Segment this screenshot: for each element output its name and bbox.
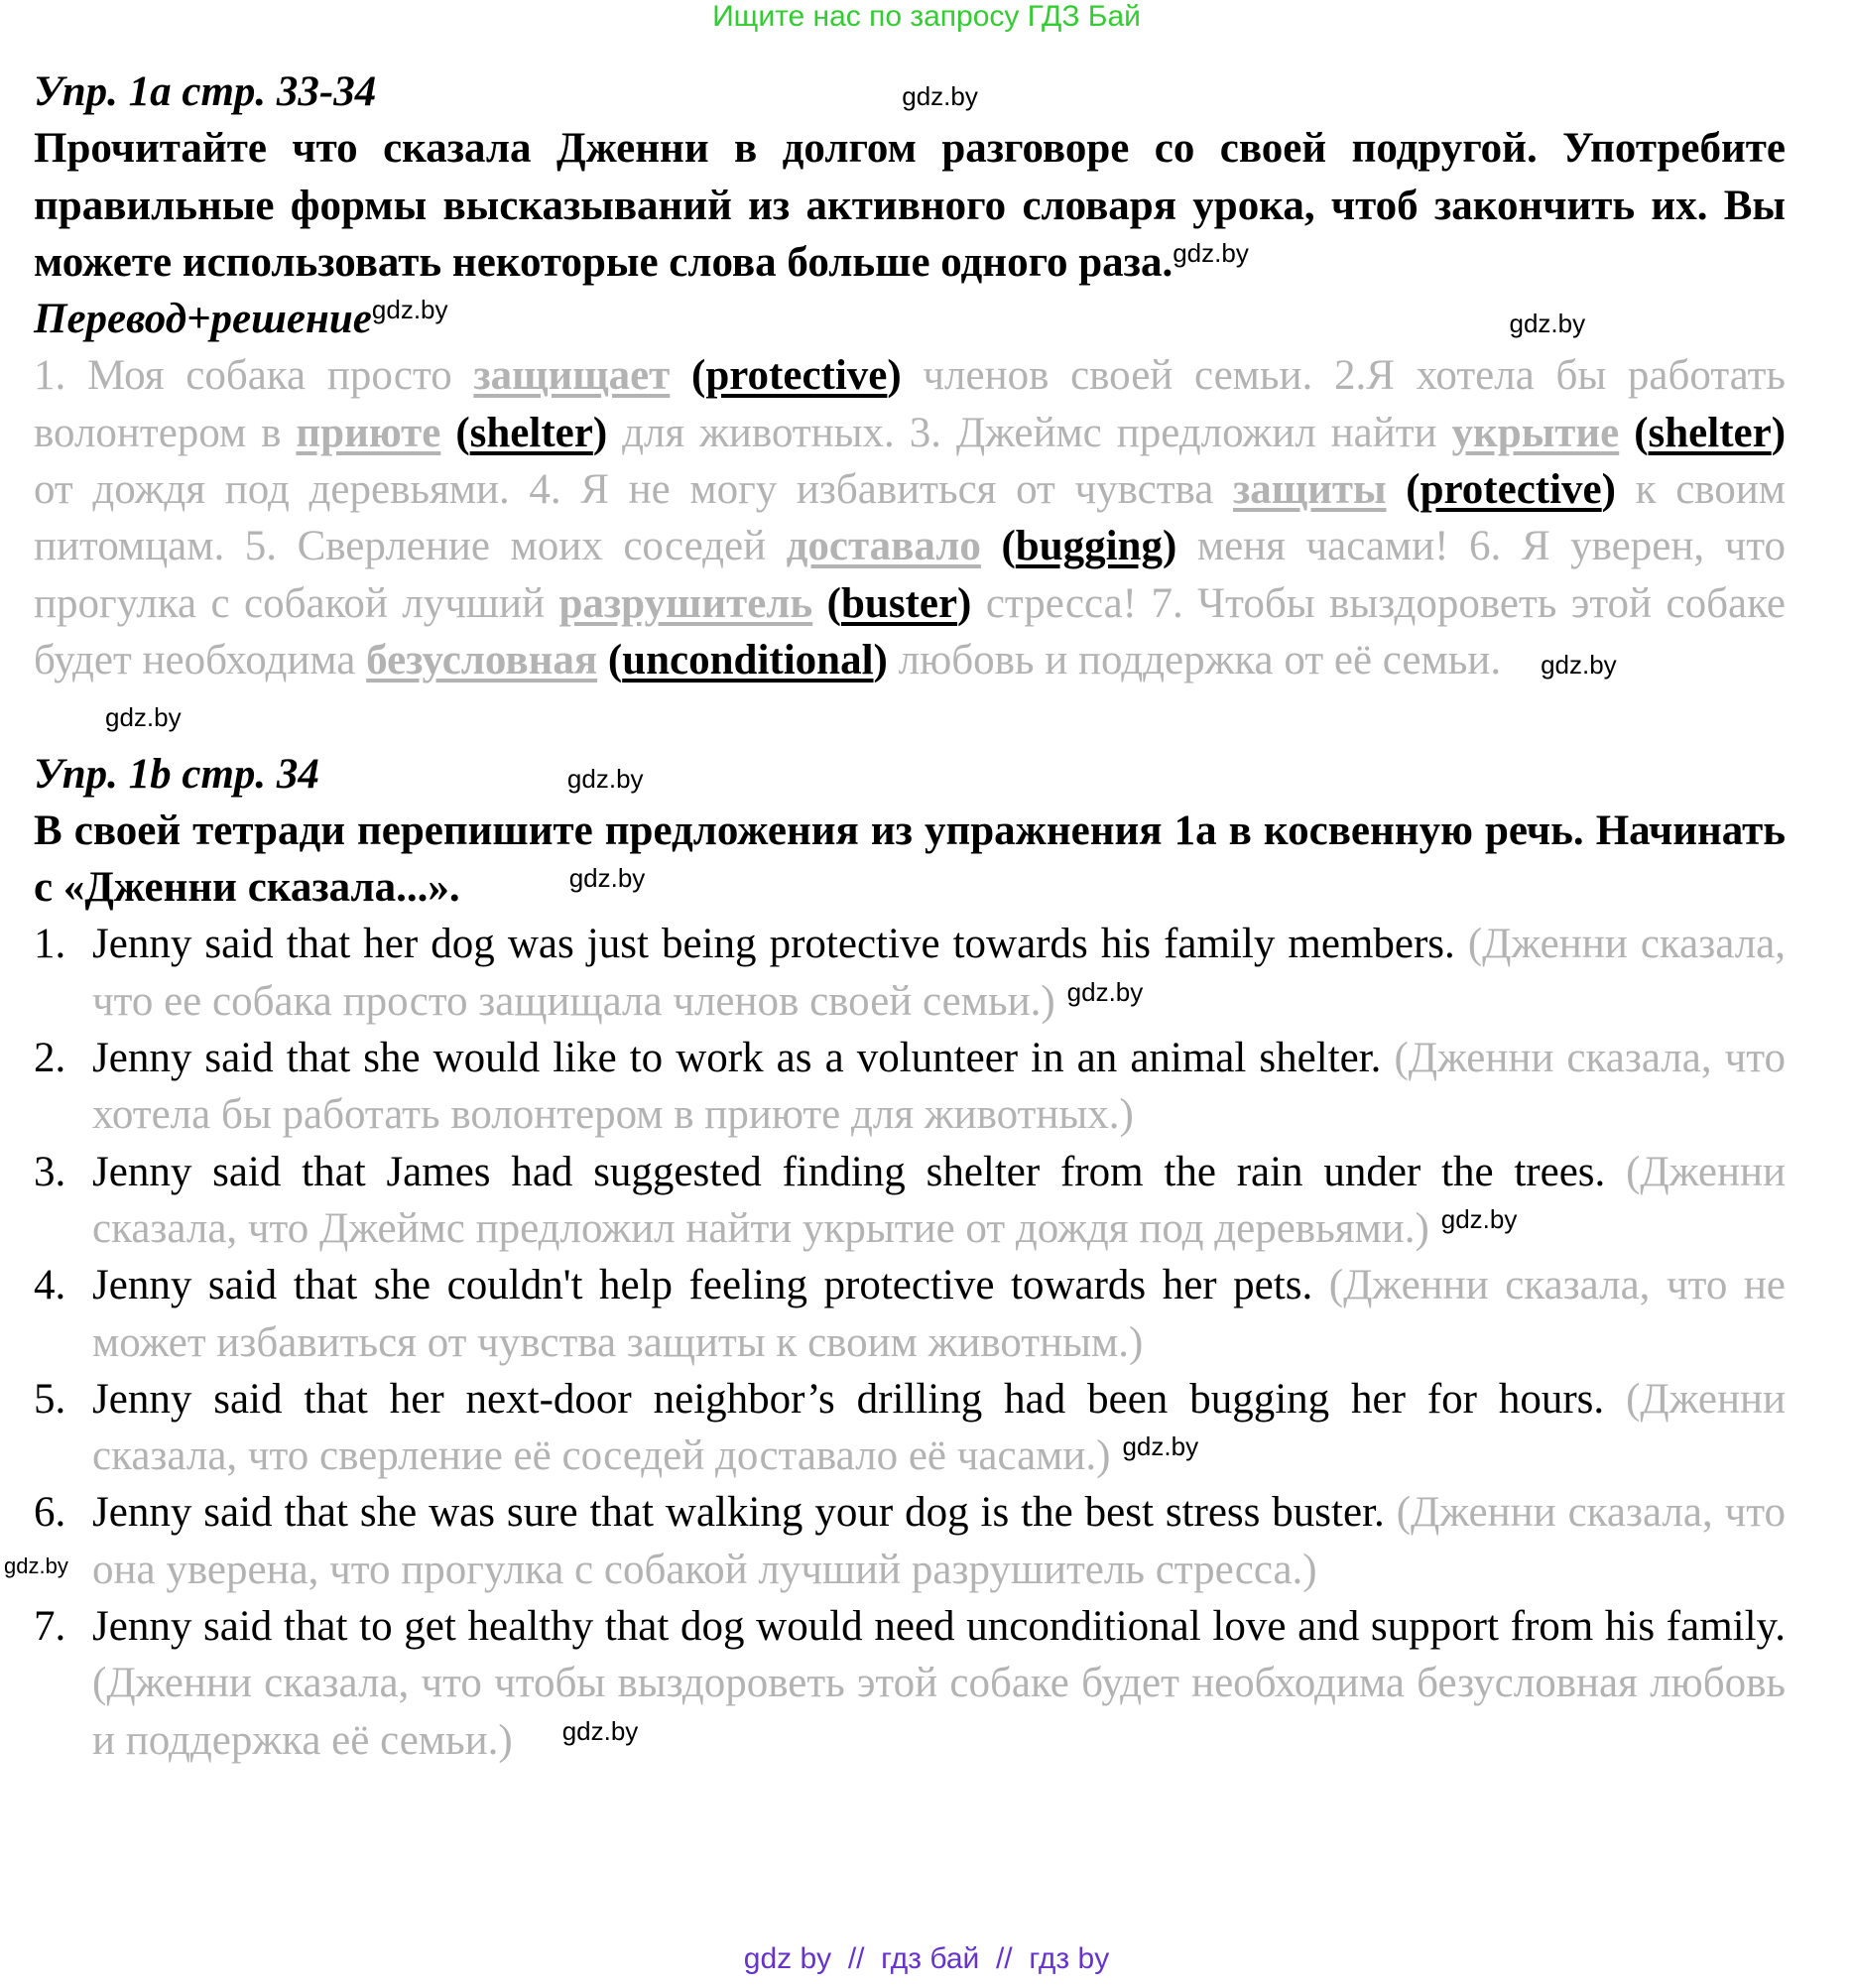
keyword-english: (buster) bbox=[826, 579, 972, 627]
footer-links[interactable]: gdz by // гдз бай // гдз by bbox=[743, 1942, 1110, 1975]
translation-subtitle bbox=[34, 291, 1786, 347]
answer-list bbox=[4, 916, 1787, 1768]
keyword-english: (protective) bbox=[690, 352, 902, 400]
translation-text: от дождя под деревьями. 4. Я не могу избавиться от чувства bbox=[34, 466, 1234, 514]
item-number: 1. bbox=[34, 921, 66, 968]
watermark: gdz.by bbox=[371, 295, 448, 325]
item-english: Jenny said that she would like to work as a volunteer in an animal shelter. bbox=[92, 1035, 1382, 1082]
watermark: gdz.by bbox=[1541, 649, 1617, 680]
exercise-1b-task bbox=[34, 803, 1786, 917]
watermark: gdz.by bbox=[1509, 309, 1586, 339]
watermark: gdz.by bbox=[1122, 1431, 1199, 1462]
watermark: gdz.by bbox=[4, 1553, 68, 1579]
keyword-russian: защиты bbox=[1233, 466, 1387, 514]
item-number: 6. bbox=[34, 1489, 66, 1537]
list-item bbox=[4, 1484, 1787, 1598]
item-number: 3. bbox=[34, 1148, 66, 1195]
keyword-russian: укрытие bbox=[1451, 409, 1620, 456]
watermark: gdz.by bbox=[902, 81, 978, 111]
item-english: Jenny said that to get healthy that dog would need unconditional love and support from his family. bbox=[92, 1603, 1786, 1651]
item-english: Jenny said that her dog was just being protective towards his family members. bbox=[92, 921, 1455, 968]
translation-text: стресса! 7. Чтобы выздороветь этой собаке будет необходима bbox=[34, 579, 1786, 683]
translation-text: меня часами! 6. Я уверен, что прогулка с собакой лучший bbox=[34, 523, 1786, 627]
item-russian: (Дженни сказала, что Джеймс предложил найти укрытие от дождя под деревьями.) bbox=[92, 1148, 1786, 1252]
keyword-russian: приюте bbox=[296, 409, 441, 456]
keyword-english: (shelter) bbox=[1634, 409, 1787, 456]
watermark: gdz.by bbox=[1173, 237, 1249, 268]
keyword-english-word: protective bbox=[705, 352, 888, 400]
exercise-1a-task-text: Прочитайте что сказала Дженни в долгом разговоре со своей подругой. Употребите правильные формы высказываний из активного словаря урока, чтоб закончить их. Вы можете использовать некоторые слова больше одного раза. bbox=[34, 125, 1786, 286]
item-russian: (Дженни сказала, что сверление её соседей доставало её часами.) bbox=[92, 1375, 1786, 1480]
search-banner: Ищите нас по запросу ГДЗ Бай bbox=[712, 0, 1141, 33]
item-number: 5. bbox=[34, 1375, 66, 1423]
item-number: 7. bbox=[34, 1603, 66, 1651]
translation-text: 1. Моя собака просто bbox=[34, 352, 474, 400]
translation-subtitle-text: Перевод+решение bbox=[34, 296, 372, 343]
keyword-english-word: bugging bbox=[1015, 523, 1163, 570]
spacer bbox=[34, 688, 1786, 745]
item-english: Jenny said that she was sure that walking your dog is the best stress buster. bbox=[92, 1489, 1385, 1537]
keyword-english-word: shelter bbox=[469, 409, 593, 456]
translation-text: для животных. 3. Джеймс предложил найти bbox=[607, 409, 1452, 456]
exercise-1b-title-text: Упр. 1b стр. 34 bbox=[34, 750, 319, 798]
list-item bbox=[34, 1030, 1786, 1144]
keyword-russian: защищает bbox=[473, 352, 671, 400]
item-english: Jenny said that she couldn't help feeling protective towards her pets. bbox=[92, 1262, 1313, 1309]
keyword-russian: доставало bbox=[786, 523, 981, 570]
keyword-english: (unconditional) bbox=[607, 636, 888, 683]
list-item bbox=[34, 1144, 1786, 1258]
keyword-english: (shelter) bbox=[455, 409, 608, 456]
item-russian: (Дженни сказала, что хотела бы работать волонтером в приюте для животных.) bbox=[92, 1035, 1786, 1139]
document-body bbox=[4, 63, 1787, 1769]
exercise-1a-title bbox=[34, 63, 1786, 120]
keyword-english-word: buster bbox=[840, 579, 958, 627]
keyword-russian: безусловная bbox=[366, 636, 598, 683]
translation-paragraph bbox=[34, 347, 1786, 688]
item-russian: (Дженни сказала, что ее собака просто защищала членов своей семьи.) bbox=[92, 921, 1786, 1025]
item-number: 4. bbox=[34, 1262, 66, 1309]
watermark: gdz.by bbox=[1066, 976, 1144, 1007]
list-item bbox=[34, 916, 1786, 1030]
keyword-russian: разрушитель bbox=[558, 579, 813, 627]
exercise-1b-title bbox=[34, 746, 1786, 803]
list-item bbox=[34, 1371, 1786, 1485]
watermark: gdz.by bbox=[1440, 1203, 1518, 1234]
exercise-1b-task-text: В своей тетради перепишите предложения из упражнения 1а в косвенную речь. Начинать с «Дженни сказала...». bbox=[34, 807, 1786, 912]
item-russian: (Дженни сказала, что не может избавиться от чувства защиты к своим животным.) bbox=[92, 1262, 1787, 1366]
keyword-english-word: protective bbox=[1420, 466, 1602, 514]
watermark: gdz.by bbox=[561, 1715, 639, 1746]
exercise-1a-title-text: Упр. 1a стр. 33-34 bbox=[34, 68, 377, 115]
watermark: gdz.by bbox=[105, 702, 182, 733]
exercise-1a-task bbox=[34, 120, 1786, 291]
translation-text: к своим питомцам. 5. Сверление моих соседей bbox=[34, 466, 1787, 570]
keyword-english-word: shelter bbox=[1648, 409, 1772, 456]
item-russian: (Дженни сказала, что чтобы выздороветь этой собаке будет необходима безусловная любовь и поддержка её семьи.) bbox=[92, 1660, 1786, 1764]
item-english: Jenny said that James had suggested finding shelter from the rain under the trees. bbox=[92, 1148, 1606, 1195]
watermark: gdz.by bbox=[566, 763, 644, 794]
keyword-english: (protective) bbox=[1406, 466, 1616, 514]
item-english: Jenny said that her next-door neighbor’s drilling had been bugging her for hours. bbox=[92, 1375, 1605, 1423]
keyword-english: (bugging) bbox=[1001, 523, 1177, 570]
keyword-english-word: unconditional bbox=[622, 636, 874, 683]
translation-text: любовь и поддержка от её семьи. bbox=[887, 636, 1502, 683]
item-russian: (Дженни сказала, что она уверена, что прогулка с собакой лучший разрушитель стресса.) bbox=[92, 1489, 1787, 1593]
translation-text: членов своей семьи. 2.Я хотела бы работать волонтером в bbox=[34, 352, 1787, 456]
watermark: gdz.by bbox=[568, 863, 646, 894]
item-number: 2. bbox=[34, 1035, 66, 1082]
list-item bbox=[34, 1257, 1786, 1371]
list-item bbox=[34, 1598, 1786, 1769]
